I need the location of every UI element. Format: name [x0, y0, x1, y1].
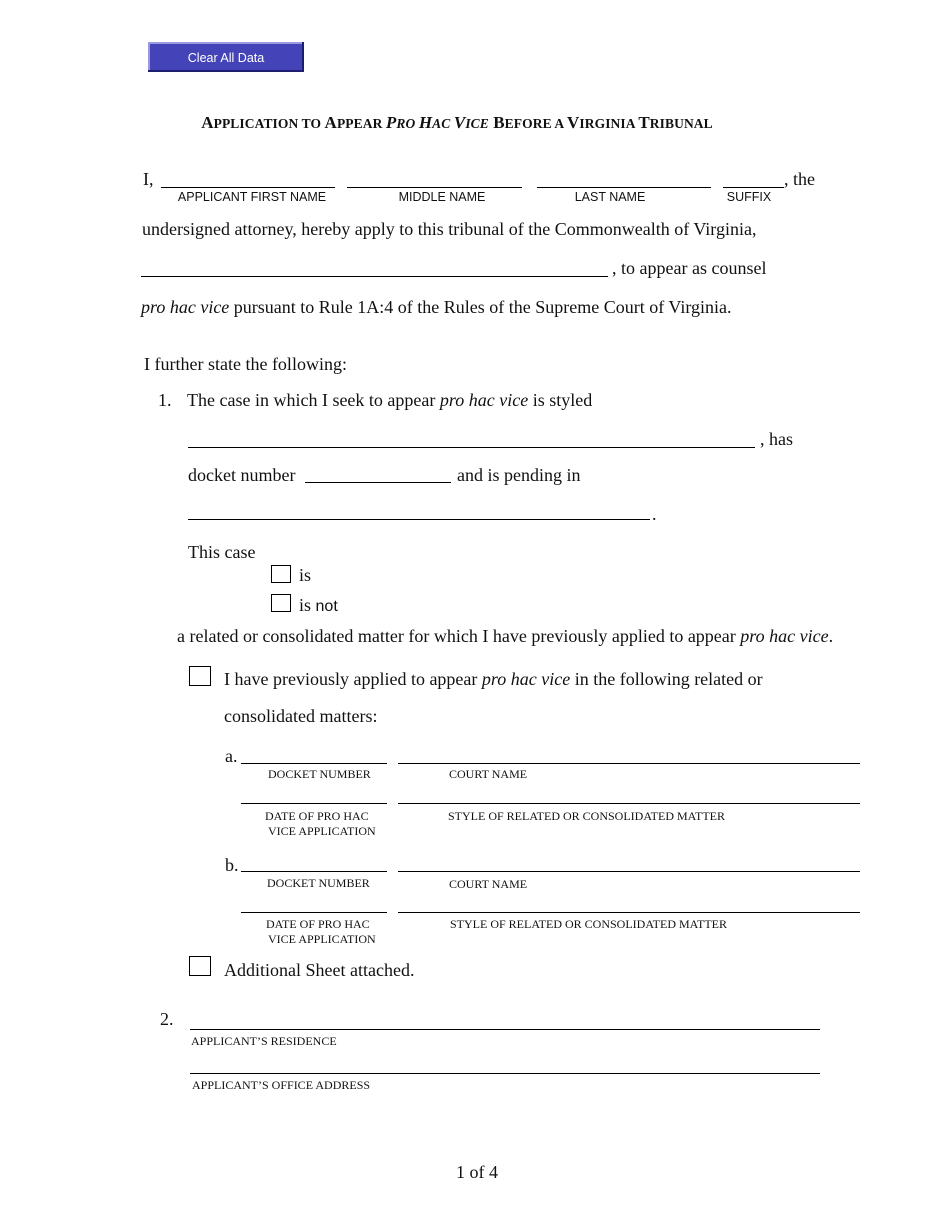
- page-title: APPLICATION TO APPEAR PRO HAC VICE BEFORE A VIRGINIA TRIBUNAL: [201, 113, 713, 132]
- entry-b-date-caption-1: DATE OF PRO HAC: [266, 917, 370, 931]
- entry-a-court-field[interactable]: [398, 763, 860, 764]
- middle-name-field[interactable]: [347, 187, 522, 188]
- entry-a-date-caption-2: VICE APPLICATION: [268, 824, 376, 838]
- entry-b-date-field[interactable]: [241, 912, 387, 913]
- intro-the: , the: [784, 169, 815, 189]
- entry-b-label: b.: [225, 855, 239, 875]
- docket-number-field[interactable]: [305, 482, 451, 483]
- previously-applied-text: I have previously applied to appear pro hac vice in the following related or: [224, 669, 763, 689]
- entry-b-docket-caption: DOCKET NUMBER: [267, 876, 370, 890]
- caption-last-name: LAST NAME: [574, 190, 646, 204]
- consolidated-matters-label: consolidated matters:: [224, 706, 378, 726]
- residence-caption: APPLICANT’S RESIDENCE: [191, 1034, 337, 1048]
- caption-first-name: APPLICANT FIRST NAME: [177, 190, 327, 204]
- item-1-text: The case in which I seek to appear pro hac vice is styled: [187, 390, 593, 410]
- entry-b-court-field[interactable]: [398, 871, 860, 872]
- intro-i: I,: [143, 169, 154, 189]
- case-style-field[interactable]: [188, 447, 755, 448]
- intro-line-3: , to appear as counsel: [612, 258, 767, 278]
- pending-in-label: and is pending in: [457, 465, 581, 485]
- page-number: 1 of 4: [456, 1162, 498, 1182]
- first-name-field[interactable]: [161, 187, 335, 188]
- additional-sheet-label: Additional Sheet attached.: [224, 960, 415, 980]
- entry-b-court-caption: COURT NAME: [449, 877, 528, 891]
- has-label: , has: [760, 429, 793, 449]
- entry-a-docket-caption: DOCKET NUMBER: [268, 767, 371, 781]
- entry-a-style-caption: STYLE OF RELATED OR CONSOLIDATED MATTER: [448, 809, 725, 823]
- is-not-checkbox[interactable]: [271, 594, 291, 612]
- intro-line-2: undersigned attorney, hereby apply to this tribunal of the Commonwealth of Virginia,: [142, 219, 757, 239]
- is-not-label: is not: [299, 595, 338, 615]
- item-1-number: 1.: [158, 390, 172, 410]
- pending-court-field[interactable]: [188, 519, 650, 520]
- period: .: [652, 504, 657, 524]
- docket-number-label: docket number: [188, 465, 296, 485]
- previously-applied-checkbox[interactable]: [189, 666, 211, 686]
- further-statement: I further state the following:: [144, 354, 347, 374]
- entry-a-date-caption-1: DATE OF PRO HAC: [265, 809, 369, 823]
- related-matter-text: a related or consolidated matter for which I have previously applied to appear pro hac vice.: [177, 626, 834, 646]
- entry-a-court-caption: COURT NAME: [449, 767, 528, 781]
- additional-sheet-checkbox[interactable]: [189, 956, 211, 976]
- last-name-field[interactable]: [537, 187, 711, 188]
- entry-a-style-field[interactable]: [398, 803, 860, 804]
- office-address-field[interactable]: [190, 1073, 820, 1074]
- clear-all-data-button[interactable]: Clear All Data: [148, 42, 304, 72]
- intro-line-4: pro hac vice pursuant to Rule 1A:4 of the Rules of the Supreme Court of Virginia.: [141, 297, 732, 317]
- entry-a-label: a.: [225, 746, 238, 766]
- this-case-label: This case: [188, 542, 256, 562]
- is-label: is: [299, 565, 312, 585]
- is-checkbox[interactable]: [271, 565, 291, 583]
- caption-suffix: SUFFIX: [726, 190, 772, 204]
- entry-b-docket-field[interactable]: [241, 871, 387, 872]
- office-address-caption: APPLICANT’S OFFICE ADDRESS: [192, 1078, 371, 1092]
- entry-b-style-caption: STYLE OF RELATED OR CONSOLIDATED MATTER: [450, 917, 727, 931]
- entry-a-date-field[interactable]: [241, 803, 387, 804]
- tribunal-name-field[interactable]: [141, 276, 608, 277]
- item-2-number: 2.: [160, 1009, 174, 1029]
- entry-b-date-caption-2: VICE APPLICATION: [268, 932, 376, 946]
- residence-field[interactable]: [190, 1029, 820, 1030]
- entry-b-style-field[interactable]: [398, 912, 860, 913]
- caption-middle-name: MIDDLE NAME: [398, 190, 486, 204]
- entry-a-docket-field[interactable]: [241, 763, 387, 764]
- suffix-field[interactable]: [723, 187, 784, 188]
